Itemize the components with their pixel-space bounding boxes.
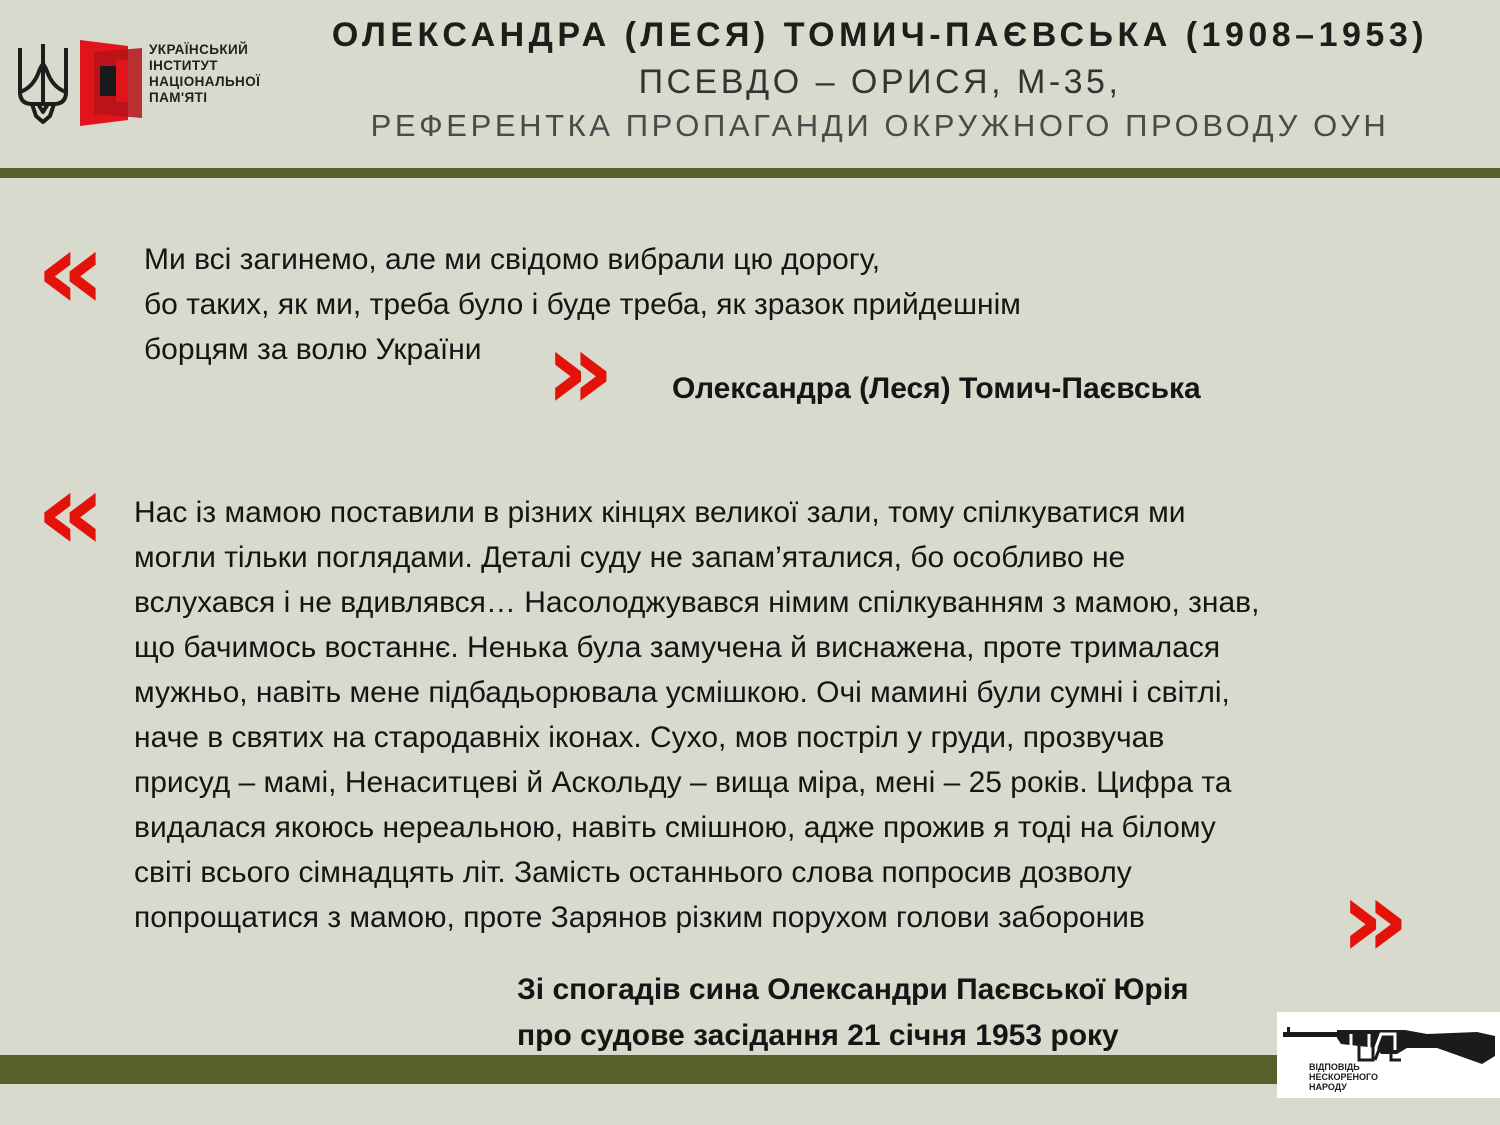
trident-emblem-icon <box>14 40 72 126</box>
quote-line: мужньо, навіть мене підбадьорювала усмішкою. Очі мамині були сумні і світлі, <box>134 676 1230 709</box>
upa-badge <box>1277 1012 1500 1098</box>
institute-name <box>149 42 260 106</box>
open-quote-icon: « <box>36 450 106 575</box>
quote-line: Ми всі загинемо, але ми свідомо вибрали цю дорогу, <box>144 243 881 276</box>
upa-caption-line: НАРОДУ <box>1309 1082 1347 1092</box>
quote-line: наче в святих на стародавніх іконах. Сухо, мов постріл у груди, прозвучав <box>134 721 1165 754</box>
upa-caption <box>1309 1062 1378 1092</box>
source-line: Зі спогадів сина Олександри Паєвської Юрія <box>517 973 1189 1006</box>
quote-line: видалася якоюсь нереальною, навіть смішною, адже прожив я тоді на білому <box>134 811 1216 844</box>
quote-1-text <box>144 237 1224 372</box>
quote-line: бо таких, як ми, треба було і буде треба, як зразок прийдешнім <box>144 288 1021 321</box>
pseudonym-subtitle: ПСЕВДО – ОРИСЯ, М-35, <box>638 63 1122 101</box>
quote-2-source <box>517 967 1189 1059</box>
page-title: ОЛЕКСАНДРА (ЛЕСЯ) ТОМИЧ-ПАЄВСЬКА (1908–1953) <box>331 16 1429 54</box>
close-quote-icon: » <box>545 309 615 434</box>
institute-name-line: УКРАЇНСЬКИЙ <box>149 42 249 57</box>
quote-line: попрощатися з мамою, проте Зарянов різким порухом голови заборонив <box>134 901 1145 934</box>
institute-name-line: ПАМ'ЯТІ <box>149 90 208 105</box>
close-quote-icon: » <box>1340 857 1410 982</box>
open-quote-icon: « <box>36 209 106 334</box>
quote-line: борцям за волю України <box>144 333 482 366</box>
quote-line: присуд – мамі, Ненаситцеві й Аскольду – вища міра, мені – 25 років. Цифра та <box>134 766 1232 799</box>
source-line: про судове засідання 21 січня 1953 року <box>517 1019 1119 1052</box>
quote-1-author: Олександра (Леся) Томич-Паєвська <box>672 372 1201 405</box>
institute-logo-icon <box>80 38 142 126</box>
institute-name-line: ІНСТИТУТ <box>149 58 218 73</box>
quote-2-text <box>134 490 1434 940</box>
header-divider <box>0 168 1500 178</box>
institute-name-line: НАЦІОНАЛЬНОЇ <box>149 74 261 89</box>
quote-line: вслухався і не вдивлявся… Насолоджувався німим спілкуванням з мамою, знав, <box>134 586 1260 619</box>
footer-divider <box>0 1055 1500 1084</box>
quote-line: що бачимось востаннє. Ненька була замучена й виснажена, проте трималася <box>134 631 1221 664</box>
upa-caption-line: ВІДПОВІДЬ <box>1309 1062 1360 1072</box>
upa-caption-line: НЕСКОРЕНОГО <box>1309 1072 1378 1082</box>
quote-line: світі всього сімнадцять літ. Замість останнього слова попросив дозволу <box>134 856 1132 889</box>
quote-line: могли тільки поглядами. Деталі суду не запам’яталися, бо особливо не <box>134 541 1126 574</box>
position-subtitle: РЕФЕРЕНТКА ПРОПАГАНДИ ОКРУЖНОГО ПРОВОДУ ОУН <box>370 108 1390 143</box>
quote-line: Нас із мамою поставили в різних кінцях великої зали, тому спілкуватися ми <box>134 496 1186 529</box>
